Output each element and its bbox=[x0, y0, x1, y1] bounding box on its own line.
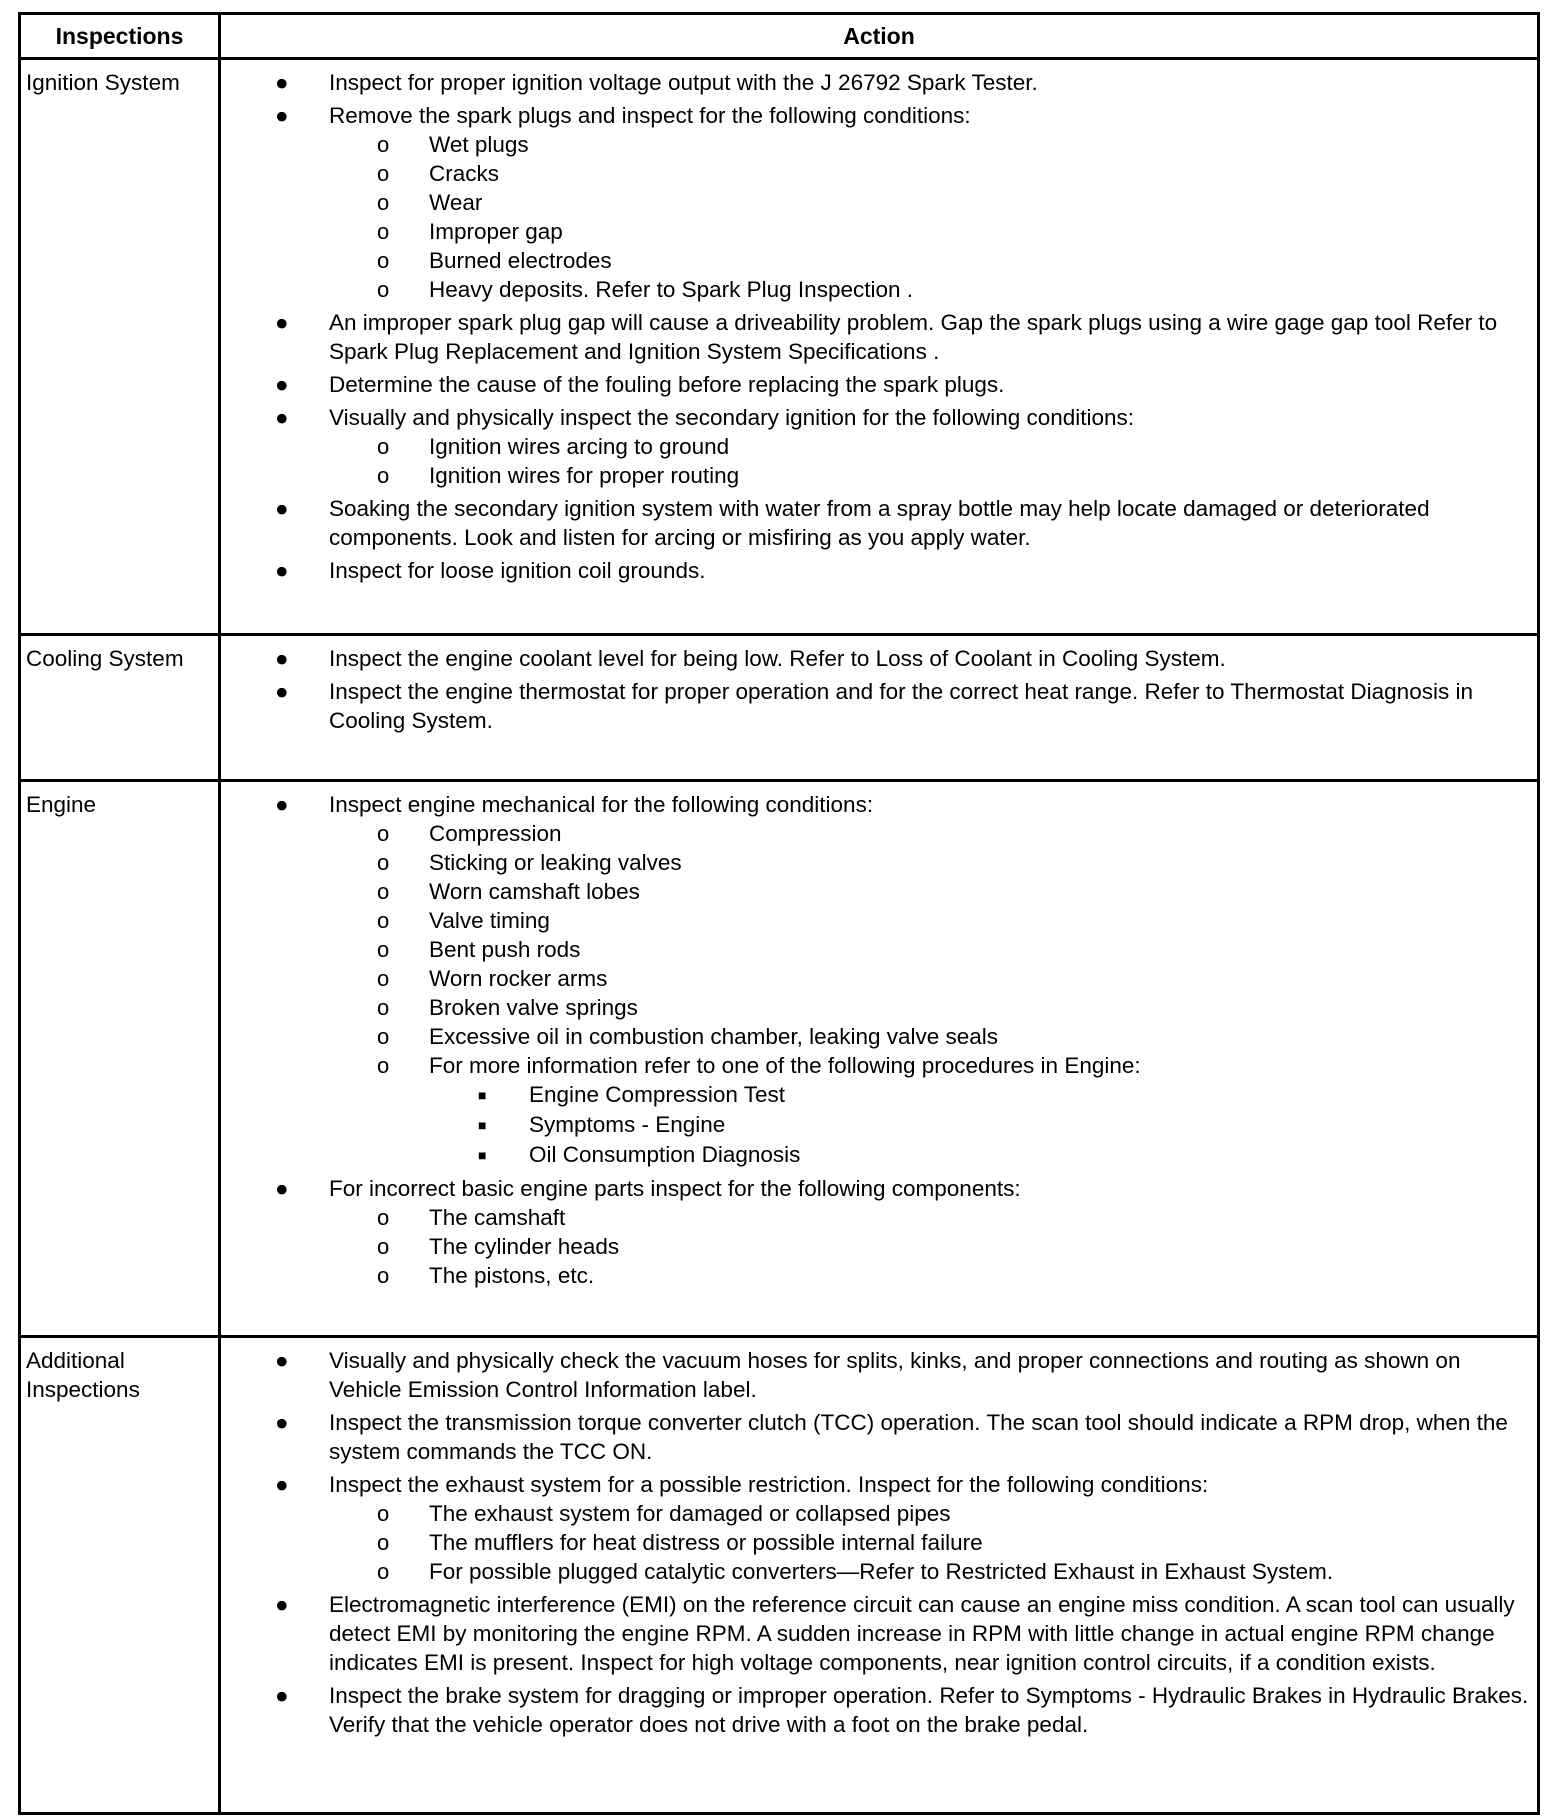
circle-bullet-icon: o bbox=[377, 1530, 390, 1555]
header-inspections: Inspections bbox=[20, 14, 220, 59]
sub-list-item: o For more information refer to one of the following procedures in Engine: bbox=[377, 1053, 1141, 1078]
circle-bullet-icon: o bbox=[377, 821, 390, 846]
list-item: ● Inspect the engine thermostat for proper operation and for the correct heat range. Refer to Thermostat Diagnosis in Cooling System. bbox=[275, 679, 1473, 733]
bullet-icon: ● bbox=[275, 70, 289, 95]
sub-list-item: o Compression bbox=[377, 821, 562, 846]
sub-list-item: o Bent push rods bbox=[377, 937, 581, 962]
list-item: ● Visually and physically inspect the secondary ignition for the following conditions: o Ignition wires arcing to ground o Ignition wires for proper routing bbox=[221, 403, 1537, 490]
sub-list-item: o For possible plugged catalytic converters—Refer to Restricted Exhaust in Exhaust System. bbox=[377, 1559, 1334, 1584]
list-item: ● An improper spark plug gap will cause a driveability problem. Gap the spark plugs using a wire gage gap tool Refer to Spark Plug Replacement and Ignition System Specifications . bbox=[275, 310, 1498, 364]
bullet-icon: ● bbox=[275, 1410, 289, 1435]
circle-bullet-icon: o bbox=[377, 995, 390, 1020]
square-bullet-icon: ■ bbox=[478, 1117, 487, 1133]
list-item: ● Inspect the exhaust system for a possible restriction. Inspect for the following conditions: o The exhaust system for damaged or collapsed pipes o The mufflers for heat distress or possible internal failure o For possible plugged catalytic converters—Refer to Restricted Exhaust in Exhaust System. bbox=[221, 1470, 1537, 1586]
action-cell bbox=[220, 781, 1539, 1337]
list-item: ● Inspect the brake system for dragging or improper operation. Refer to Symptoms - Hydraulic Brakes in Hydraulic Brakes. Verify that the vehicle operator does not drive with a foot on the brake pedal. bbox=[275, 1683, 1529, 1737]
sub-list-item: o The mufflers for heat distress or possible internal failure bbox=[377, 1530, 983, 1555]
row-ignition-system bbox=[20, 59, 1539, 635]
row-cooling-system bbox=[20, 635, 1539, 781]
bullet-icon: ● bbox=[275, 496, 289, 521]
row-additional-inspections bbox=[20, 1337, 1539, 1814]
list-item: ● Remove the spark plugs and inspect for the following conditions: o Wet plugs o Cracks o Wear o Improper gap o Burned electrodes o Heavy deposits. Refer to Spark Plug Inspection . bbox=[221, 101, 1537, 304]
header-row bbox=[20, 14, 1539, 59]
circle-bullet-icon: o bbox=[377, 1263, 390, 1288]
inspection-label: Cooling System bbox=[20, 635, 220, 781]
circle-bullet-icon: o bbox=[377, 1205, 390, 1230]
row-engine bbox=[20, 781, 1539, 1337]
bullet-icon: ● bbox=[275, 1472, 289, 1497]
bullet-icon: ● bbox=[275, 1348, 289, 1373]
action-cell bbox=[220, 1337, 1539, 1814]
list-item: ● Inspect the transmission torque converter clutch (TCC) operation. The scan tool should indicate a RPM drop, when the system commands the TCC ON. bbox=[275, 1410, 1508, 1464]
inspections-table bbox=[18, 12, 1540, 1815]
bullet-icon: ● bbox=[275, 310, 289, 335]
sub-list-item: o Valve timing bbox=[377, 908, 550, 933]
sub-list-item: o Improper gap bbox=[377, 219, 563, 244]
list-item: ● Inspect the engine coolant level for being low. Refer to Loss of Coolant in Cooling System. bbox=[275, 646, 1226, 671]
circle-bullet-icon: o bbox=[377, 1053, 390, 1078]
procedure-item: ■ Engine Compression Test bbox=[221, 1080, 1533, 1110]
bullet-icon: ● bbox=[275, 103, 289, 128]
sub-list-item: o Wet plugs bbox=[377, 132, 529, 157]
sub-list-item: o The cylinder heads bbox=[377, 1234, 620, 1259]
circle-bullet-icon: o bbox=[377, 277, 390, 302]
procedure-item: ■ Symptoms - Engine bbox=[221, 1110, 1533, 1140]
bullet-icon: ● bbox=[275, 1176, 289, 1201]
bullet-icon: ● bbox=[275, 558, 289, 583]
sub-list-item: o Wear bbox=[377, 190, 483, 215]
list-item: ● Electromagnetic interference (EMI) on the reference circuit can cause an engine miss condition. A scan tool can usually detect EMI by monitoring the engine RPM. A sudden increase in RPM with little change in actual engine RPM change indicates EMI is present. Inspect for high voltage components, near ignition control circuits, if a condition exists. bbox=[275, 1592, 1515, 1675]
sub-list-item: o Sticking or leaking valves bbox=[377, 850, 682, 875]
circle-bullet-icon: o bbox=[377, 1024, 390, 1049]
circle-bullet-icon: o bbox=[377, 966, 390, 991]
procedure-item: ■ Oil Consumption Diagnosis bbox=[221, 1140, 1533, 1170]
circle-bullet-icon: o bbox=[377, 463, 390, 488]
circle-bullet-icon: o bbox=[377, 908, 390, 933]
list-item: ● Inspect for loose ignition coil grounds. bbox=[275, 558, 706, 583]
sub-list-item: o Cracks bbox=[377, 161, 500, 186]
sub-list-item: o The exhaust system for damaged or collapsed pipes bbox=[377, 1501, 951, 1526]
bullet-icon: ● bbox=[275, 792, 289, 817]
header-action: Action bbox=[220, 14, 1539, 59]
circle-bullet-icon: o bbox=[377, 248, 390, 273]
list-item: ● Inspect engine mechanical for the following conditions: o Compression o Sticking or leaking valves o Worn camshaft lobes o Valve timing o Bent push rods o Worn rocker arms o Broken valve springs o Excessive oil in combustion chamber, leaking valve seals o For more information refer to one of the following procedures in Engine: ■ Engine Compression Test ■ Symptoms - Engine ■ Oil Consumption Diagnosis bbox=[221, 790, 1537, 1170]
inspection-label: Additional Inspections bbox=[20, 1337, 220, 1814]
sub-list-item: o The camshaft bbox=[377, 1205, 566, 1230]
list-item: ● For incorrect basic engine parts inspect for the following components: o The camshaft o The cylinder heads o The pistons, etc. bbox=[221, 1174, 1537, 1290]
sub-list-item: o Ignition wires arcing to ground bbox=[377, 434, 730, 459]
circle-bullet-icon: o bbox=[377, 132, 390, 157]
sub-list-item: o Broken valve springs bbox=[377, 995, 638, 1020]
inspection-label: Engine bbox=[20, 781, 220, 1337]
bullet-icon: ● bbox=[275, 372, 289, 397]
sub-list-item: o Ignition wires for proper routing bbox=[377, 463, 740, 488]
action-cell bbox=[220, 635, 1539, 781]
circle-bullet-icon: o bbox=[377, 219, 390, 244]
circle-bullet-icon: o bbox=[377, 879, 390, 904]
sub-list-item: o Worn rocker arms bbox=[377, 966, 608, 991]
bullet-icon: ● bbox=[275, 646, 289, 671]
sub-list-item: o Heavy deposits. Refer to Spark Plug Inspection . bbox=[377, 277, 914, 302]
sub-list-item: o Excessive oil in combustion chamber, leaking valve seals bbox=[377, 1024, 999, 1049]
square-bullet-icon: ■ bbox=[478, 1147, 487, 1163]
circle-bullet-icon: o bbox=[377, 434, 390, 459]
circle-bullet-icon: o bbox=[377, 1501, 390, 1526]
circle-bullet-icon: o bbox=[377, 161, 390, 186]
bullet-icon: ● bbox=[275, 1592, 289, 1617]
action-cell bbox=[220, 59, 1539, 635]
list-item: ● Soaking the secondary ignition system with water from a spray bottle may help locate damaged or deteriorated components. Look and listen for arcing or misfiring as you apply water. bbox=[275, 496, 1430, 550]
bullet-icon: ● bbox=[275, 679, 289, 704]
sub-list-item: o Burned electrodes bbox=[377, 248, 612, 273]
list-item: ● Inspect for proper ignition voltage output with the J 26792 Spark Tester. bbox=[275, 70, 1038, 95]
sub-list-item: o Worn camshaft lobes bbox=[377, 879, 640, 904]
circle-bullet-icon: o bbox=[377, 937, 390, 962]
circle-bullet-icon: o bbox=[377, 1559, 390, 1584]
circle-bullet-icon: o bbox=[377, 1234, 390, 1259]
list-item: ● Visually and physically check the vacuum hoses for splits, kinks, and proper connections and routing as shown on Vehicle Emission Control Information label. bbox=[275, 1348, 1461, 1402]
circle-bullet-icon: o bbox=[377, 190, 390, 215]
square-bullet-icon: ■ bbox=[478, 1087, 487, 1103]
bullet-icon: ● bbox=[275, 405, 289, 430]
inspection-label: Ignition System bbox=[20, 59, 220, 635]
circle-bullet-icon: o bbox=[377, 850, 390, 875]
sub-list-item: o The pistons, etc. bbox=[377, 1263, 595, 1288]
bullet-icon: ● bbox=[275, 1683, 289, 1708]
list-item: ● Determine the cause of the fouling before replacing the spark plugs. bbox=[275, 372, 1005, 397]
